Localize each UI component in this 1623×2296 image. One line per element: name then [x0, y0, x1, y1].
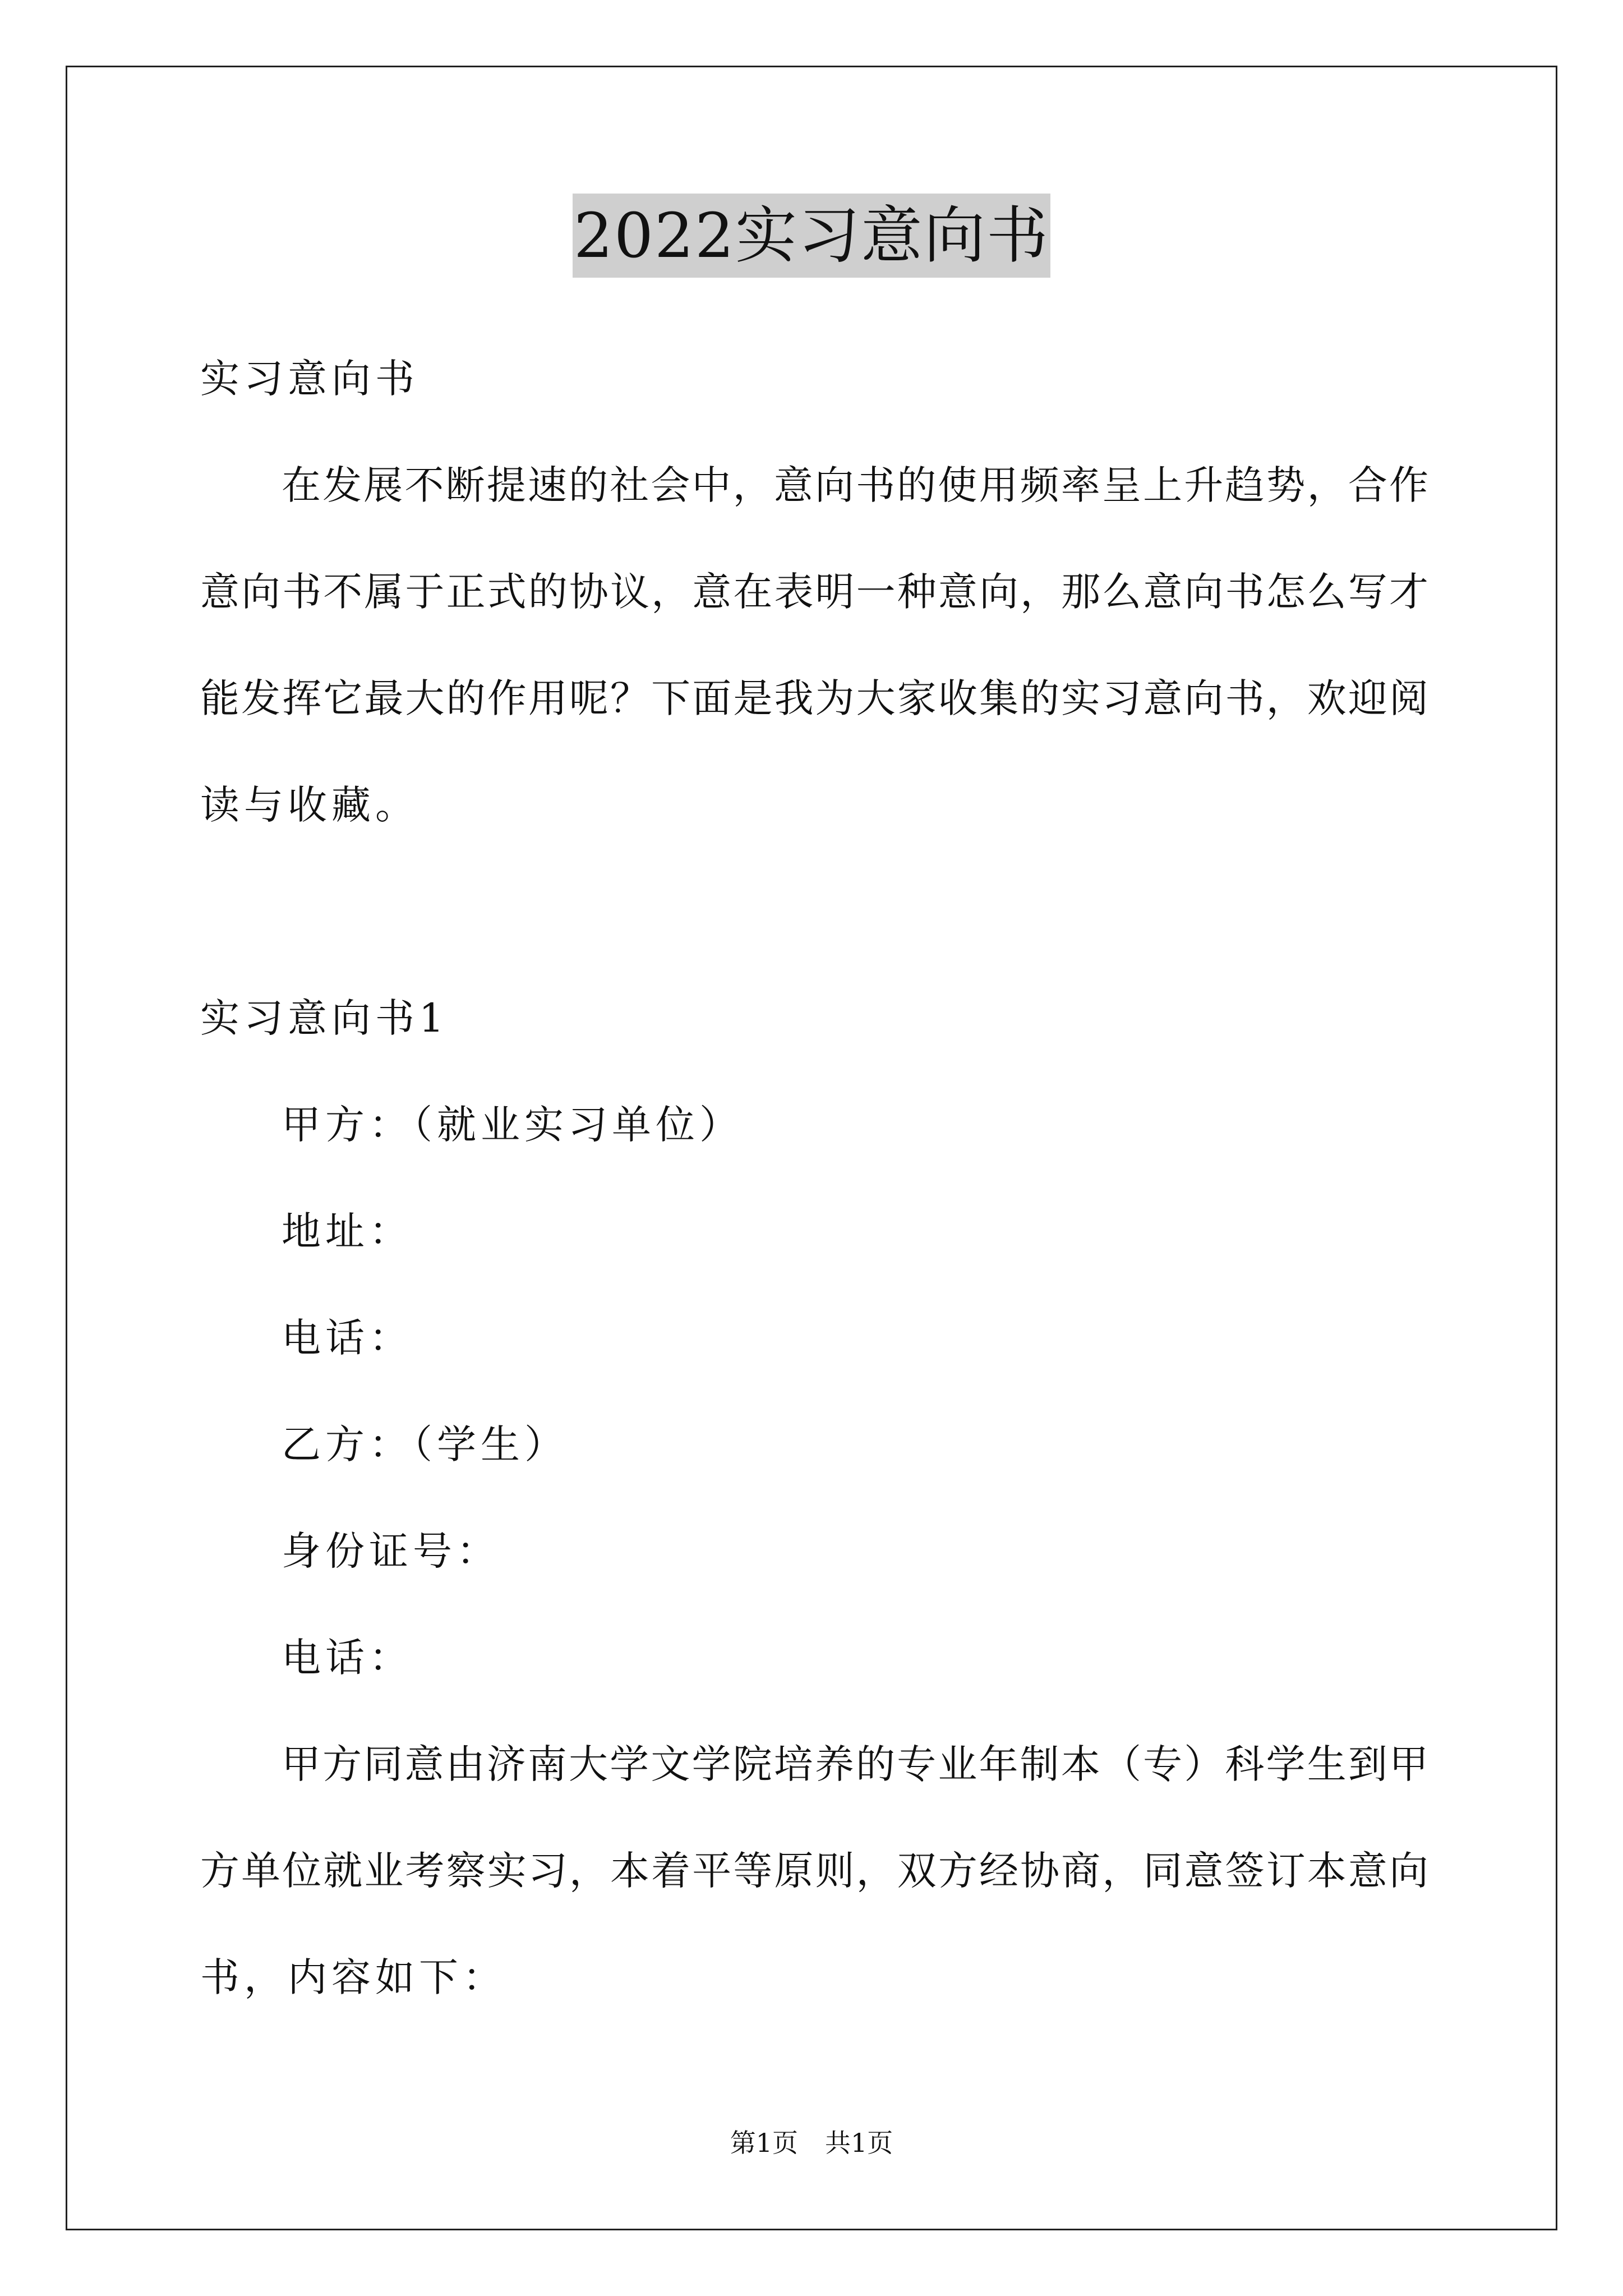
agreement-line: 方单位就业考察实习，本着平等原则，双方经协商，同意签订本意向	[200, 1848, 1428, 1894]
section-heading: 实习意向书1	[200, 995, 449, 1041]
intro-line: 意向书不属于正式的协议，意在表明一种意向，那么意向书怎么写才	[200, 569, 1428, 615]
address-field: 地址：	[282, 1208, 413, 1254]
phone-a-field: 电话：	[282, 1315, 413, 1361]
document-title: 2022实习意向书	[573, 194, 1050, 278]
id-number-field: 身份证号：	[282, 1528, 500, 1574]
intro-line: 能发挥它最大的作用呢？下面是我为大家收集的实习意向书，欢迎阅	[200, 675, 1428, 721]
party-b-field: 乙方：（学生）	[282, 1421, 568, 1467]
paragraph-spacer	[200, 858, 1428, 965]
intro-line: 读与收藏。	[200, 782, 419, 828]
page-footer	[0, 2126, 1623, 2160]
title-container	[0, 194, 1623, 278]
page-total: 共1页	[825, 2128, 893, 2158]
page-number: 第1页	[730, 2128, 798, 2158]
phone-b-field: 电话：	[282, 1635, 413, 1681]
document-body	[200, 325, 1428, 2031]
agreement-line: 甲方同意由济南大学文学院培养的专业年制本（专）科学生到甲	[282, 1741, 1428, 1787]
intro-line: 在发展不断提速的社会中，意向书的使用频率呈上升趋势，合作	[282, 462, 1428, 508]
agreement-line: 书，内容如下：	[200, 1954, 506, 2000]
party-a-field: 甲方：（就业实习单位）	[282, 1102, 743, 1148]
subtitle: 实习意向书	[200, 356, 419, 402]
